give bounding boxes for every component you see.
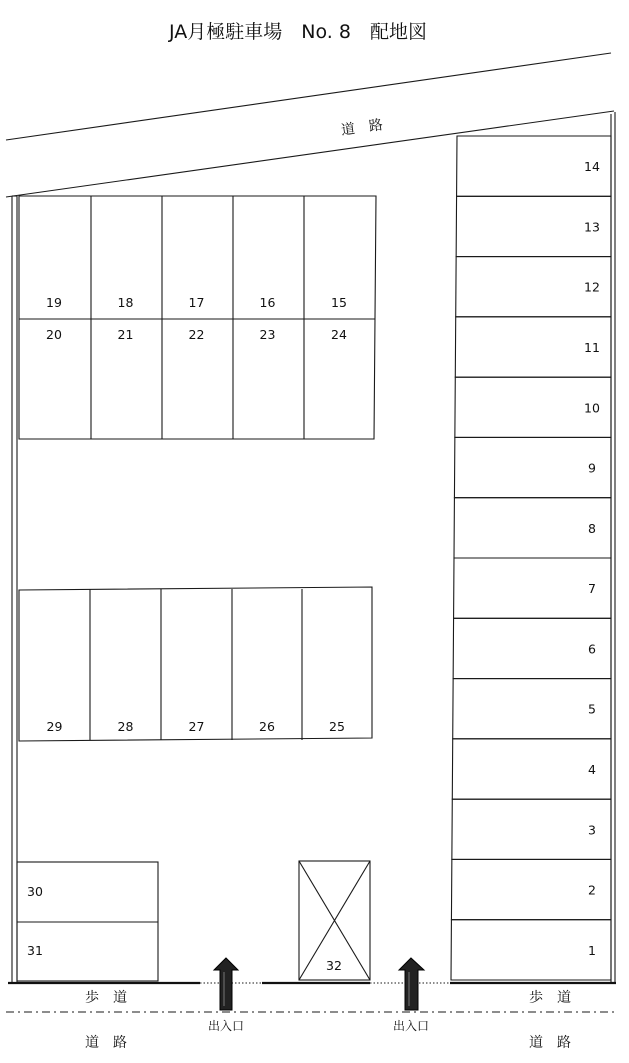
slot-number-32: 32: [326, 958, 342, 973]
slot-number-4: 4: [588, 762, 596, 777]
slot-number-12: 12: [584, 279, 600, 295]
slot-number-18: 18: [117, 295, 134, 310]
road-edge-lower: [6, 111, 614, 197]
slot-number-15: 15: [331, 295, 347, 310]
slot-number-2: 2: [588, 882, 596, 898]
block-outline: [19, 587, 372, 741]
road-label-bottom-right: 道 路: [529, 1035, 571, 1051]
slot-number-10: 10: [584, 400, 600, 416]
bottom-sidewalk: [6, 983, 618, 1051]
road-edge-upper: [6, 53, 611, 140]
slot-number-1: 1: [588, 942, 596, 958]
slot-number-13: 13: [584, 219, 600, 235]
slot-number-25: 25: [329, 719, 345, 734]
arrow-up-icon: [399, 958, 424, 1010]
slot-number-8: 8: [588, 520, 596, 536]
crossed-slot: [299, 861, 370, 980]
slot-number-21: 21: [117, 327, 134, 342]
slot-number-7: 7: [588, 581, 596, 597]
left-boundary-wall: [12, 196, 17, 983]
slot-number-19: 19: [46, 295, 62, 310]
road-label-top: 道 路: [340, 117, 384, 139]
entrance-label-left: 出入口: [207, 1019, 245, 1033]
slot-number-3: 3: [588, 822, 596, 838]
entrance-right: [393, 958, 429, 1033]
arrow-up-icon: [214, 958, 238, 1010]
page-title: JA月極駐車場 No. 8 配地図: [169, 21, 427, 43]
entrance-left: [208, 958, 244, 1033]
right-column-slots: [451, 136, 611, 980]
parking-slot: [451, 920, 611, 980]
block-outline: [19, 196, 376, 439]
slot-number-6: 6: [588, 641, 596, 657]
entrance-label-right: 出入口: [392, 1019, 430, 1033]
slot-number-20: 20: [46, 327, 62, 342]
sidewalk-label-right: 歩 道: [529, 990, 571, 1006]
road-label-bottom-left: 道 路: [85, 1035, 127, 1051]
slot-number-5: 5: [588, 701, 596, 717]
sidewalk-label-left: 歩 道: [85, 990, 127, 1006]
top-road: [6, 53, 614, 197]
slot-number-23: 23: [259, 327, 276, 342]
slot-number-11: 11: [584, 340, 600, 355]
bottom-left-slots: [17, 862, 158, 981]
top-block-slots: [19, 196, 376, 439]
slot-number-29: 29: [46, 719, 63, 734]
slot-number-28: 28: [117, 719, 134, 734]
slot-number-17: 17: [188, 295, 205, 310]
slot-number-31: 31: [27, 943, 43, 958]
right-boundary-wall: [611, 112, 615, 983]
slot-number-16: 16: [259, 295, 276, 310]
slot-number-26: 26: [259, 719, 275, 734]
slot-number-9: 9: [588, 460, 596, 476]
slot-number-30: 30: [27, 884, 43, 899]
middle-block-slots: [19, 587, 372, 741]
slot-number-22: 22: [188, 327, 205, 342]
slot-number-14: 14: [584, 159, 600, 175]
slot-number-27: 27: [188, 719, 205, 734]
slot-number-24: 24: [331, 327, 347, 342]
